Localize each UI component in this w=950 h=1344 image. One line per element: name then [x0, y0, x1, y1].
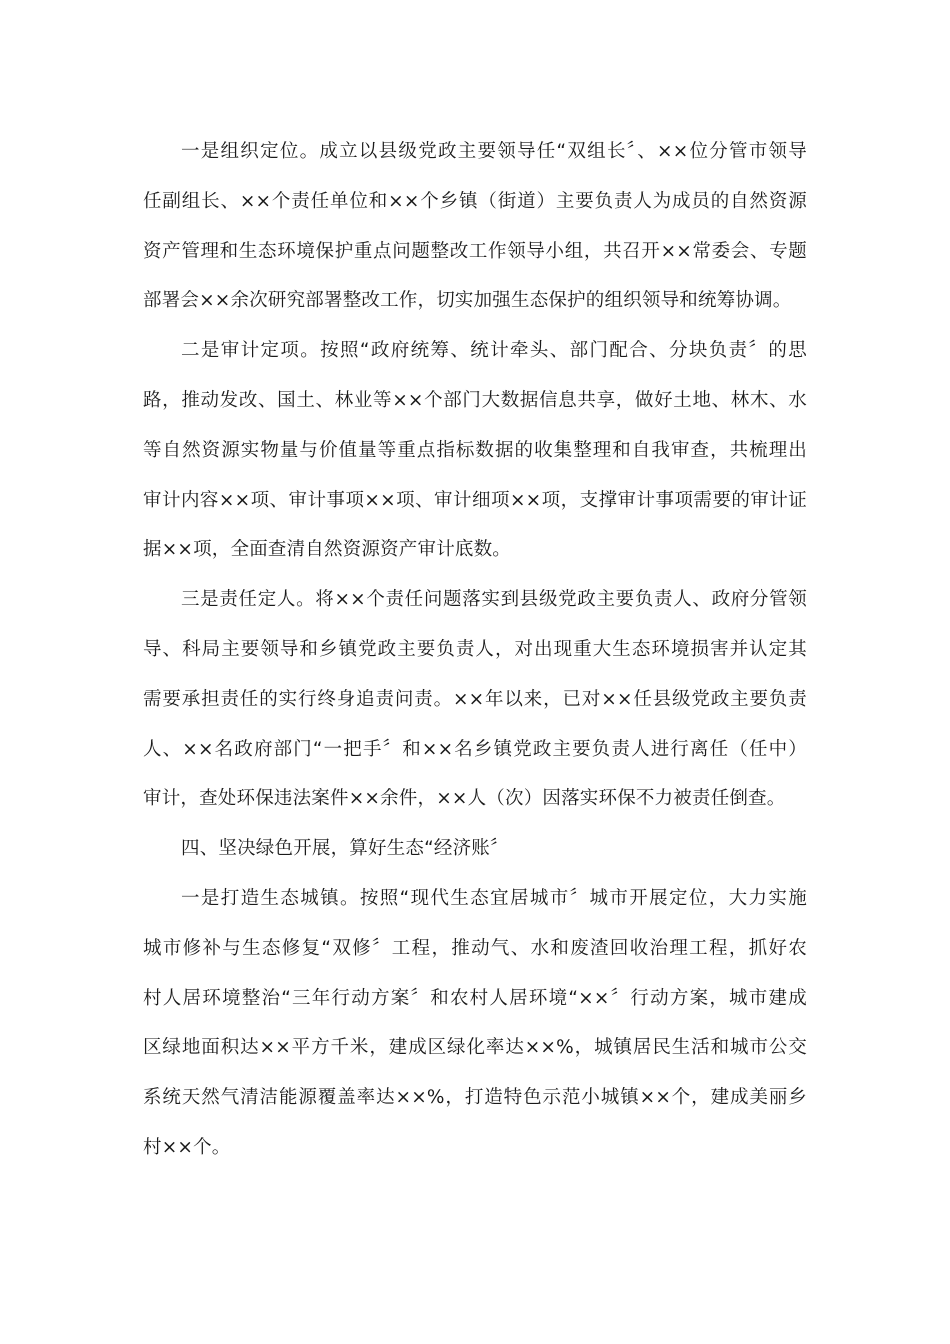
text-line: 部署会××余次研究部署整改工作，切实加强生态保护的组织领导和统筹协调。 [143, 290, 792, 312]
text-line: 一是打造生态城镇。按照“现代生态宜居城市〞城市开展定位，大力实施 [181, 887, 807, 909]
text-line: 一是组织定位。成立以县级党政主要领导任“双组长〞、××位分管市领导 [181, 141, 807, 162]
text-line: 村××个。 [143, 1136, 231, 1158]
text-line: 路，推动发改、国土、林业等××个部门大数据信息共享，做好土地、林木、水 [143, 389, 807, 411]
text-line: 导、科局主要领导和乡镇党政主要负责人，对出现重大生态环境损害并认定其 [143, 638, 807, 660]
text-line: 城市修补与生态修复“双修〞工程，推动气、水和废渣回收治理工程，抓好农 [143, 937, 807, 959]
text-line: 系统天然气清洁能源覆盖率达××%，打造特色示范小城镇××个，建成美丽乡 [143, 1087, 807, 1109]
document-body [143, 127, 807, 1173]
text-line: 审计内容××项、审计事项××项、审计细项××项，支撑审计事项需要的审计证 [143, 489, 807, 511]
text-line: 据××项，全面查清自然资源资产审计底数。 [143, 539, 512, 561]
text-line: 村人居环境整治“三年行动方案〞和农村人居环境“××〞行动方案，城市建成 [143, 987, 807, 1009]
text-line: 资产管理和生态环境保护重点问题整改工作领导小组，共召开××常委会、专题 [143, 240, 807, 262]
text-line: 区绿地面积达××平方千米，建成区绿化率达××%，城镇居民生活和城市公交 [143, 1037, 807, 1059]
text-line: 二是审计定项。按照“政府统筹、统计牵头、部门配合、分块负责〞的思 [181, 340, 807, 362]
text-line: 审计，查处环保违法案件××余件，××人（次）因落实环保不力被责任倒查。 [143, 788, 786, 810]
text-line: 任副组长、××个责任单位和××个乡镇（街道）主要负责人为成员的自然资源 [143, 190, 807, 212]
text-line: 等自然资源实物量与价值量等重点指标数据的收集整理和自我审查，共梳理出 [143, 439, 807, 461]
text-line: 人、××名政府部门“一把手〞和××名乡镇党政主要负责人进行离任（任中） [143, 738, 807, 760]
text-line: 需要承担责任的实行终身追责问责。××年以来，已对××任县级党政主要负责 [143, 688, 807, 710]
text-line: 三是责任定人。将××个责任问题落实到县级党政主要负责人、政府分管领 [181, 589, 807, 611]
section-heading: 四、坚决绿色开展，算好生态“经济账〞 [181, 838, 509, 860]
